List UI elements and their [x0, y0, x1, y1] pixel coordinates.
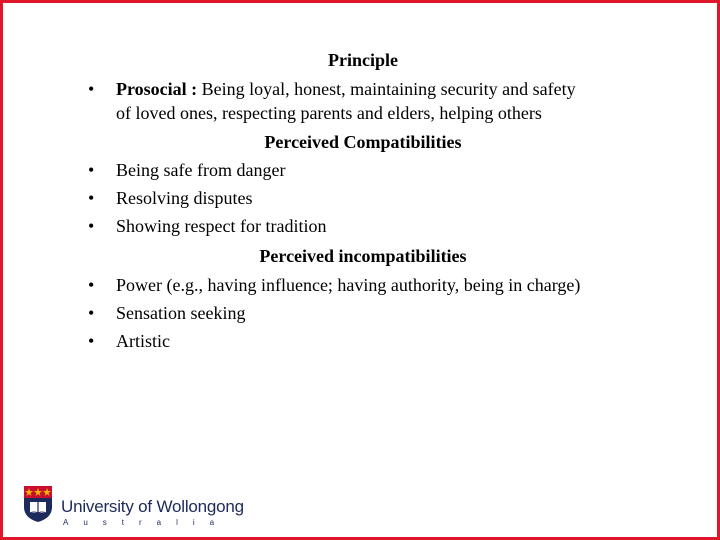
bullet-dot: •: [88, 216, 95, 236]
bullet-dot: •: [88, 275, 95, 295]
bullet-dot: •: [88, 79, 95, 99]
heading-principle: Principle: [328, 50, 398, 70]
heading-compatibilities: Perceived Compatibilities: [264, 132, 462, 152]
list-item-text: Being safe from danger: [116, 160, 286, 180]
university-crest-icon: [23, 485, 53, 523]
bullet-dot: •: [88, 160, 95, 180]
list-item-text: Sensation seeking: [116, 303, 246, 323]
bullet-dot: •: [88, 303, 95, 323]
list-item-text: Artistic: [116, 331, 170, 351]
prosocial-term: Prosocial :: [116, 79, 198, 99]
bullet-dot: •: [88, 331, 95, 351]
university-name: University of Wollongong: [61, 497, 244, 516]
bullet-dot: •: [88, 188, 95, 208]
prosocial-text-line1: Being loyal, honest, maintaining security and safety: [201, 79, 576, 99]
university-country: Australia: [63, 518, 230, 527]
university-logo: [23, 483, 253, 529]
heading-incompatibilities: Perceived incompatibilities: [259, 246, 467, 266]
list-item-text: Showing respect for tradition: [116, 216, 327, 236]
list-item-text: Resolving disputes: [116, 188, 253, 208]
prosocial-text-line2: of loved ones, respecting parents and elders, helping others: [116, 103, 542, 123]
list-item-text: Power (e.g., having influence; having authority, being in charge): [116, 275, 581, 295]
